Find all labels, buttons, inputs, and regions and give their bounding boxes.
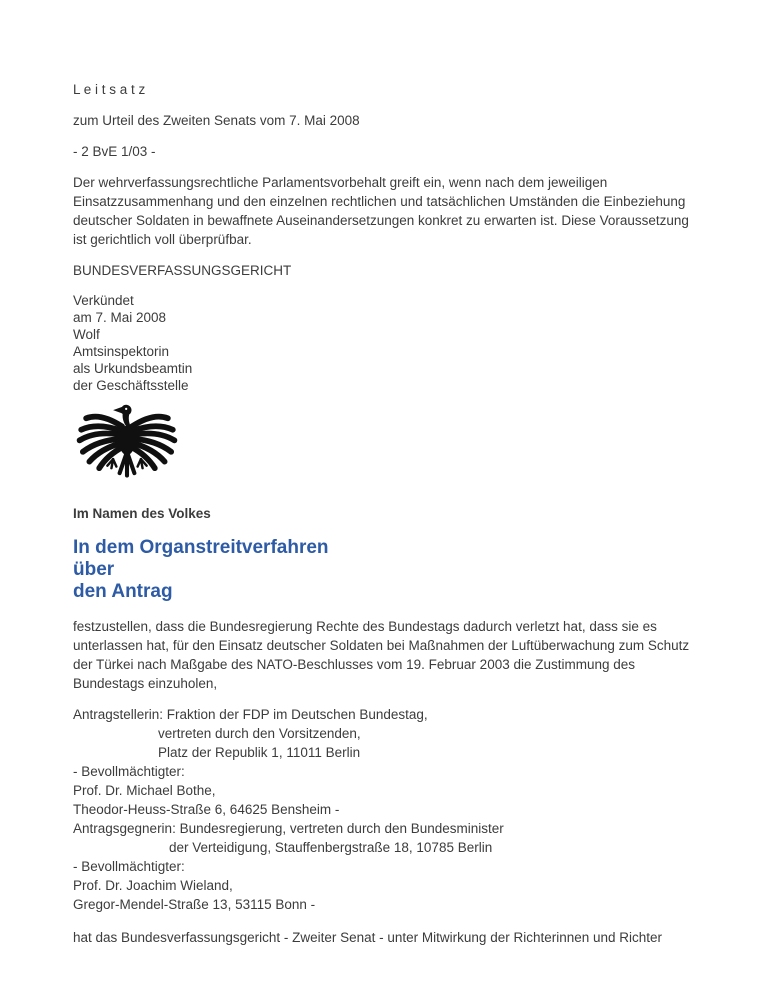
party-line-respondent: Antragsgegnerin: Bundesregierung, vertreten durch den Bundesminister bbox=[73, 821, 504, 836]
party-line-counsel-address-1: Theodor-Heuss-Straße 6, 64625 Bensheim - bbox=[73, 802, 340, 817]
announcement-line-name: Wolf bbox=[73, 327, 100, 342]
federal-eagle-icon bbox=[73, 396, 181, 488]
announcement-line-verkuendet: Verkündet bbox=[73, 293, 134, 308]
announcement-block bbox=[73, 292, 702, 394]
party-line-counsel-name-2: Prof. Dr. Joachim Wieland, bbox=[73, 878, 233, 893]
motion-paragraph: festzustellen, dass die Bundesregierung Rechte des Bundestags dadurch verletzt hat, dass sie es unterlassen hat, für den Einsatz deutscher Soldaten bei Maßnahmen der Luftüberwachung zum Schutz der Türkei nach Maßgabe des NATO-Beschlusses vom 19. Februar 2003 die Zustimmung des Bundestags einzuholen, bbox=[73, 619, 690, 691]
party-line-applicant-address: Platz der Republik 1, 11011 Berlin bbox=[158, 745, 361, 760]
im-namen-des-volkes-heading: Im Namen des Volkes bbox=[73, 506, 211, 521]
proceeding-heading-line-2: über bbox=[73, 559, 115, 580]
party-line-counsel-label-1: - Bevollmächtigter: bbox=[73, 764, 185, 779]
announcement-line-office: der Geschäftsstelle bbox=[73, 378, 189, 393]
party-line-counsel-label-2: - Bevollmächtigter: bbox=[73, 859, 185, 874]
judgment-subtitle: zum Urteil des Zweiten Senats vom 7. Mai 2008 bbox=[73, 113, 360, 128]
party-line-applicant-rep: vertreten durch den Vorsitzenden, bbox=[158, 726, 361, 741]
announcement-line-date: am 7. Mai 2008 bbox=[73, 310, 167, 325]
party-line-applicant: Antragstellerin: Fraktion der FDP im Deutschen Bundestag, bbox=[73, 707, 428, 722]
proceeding-heading-line-3: den Antrag bbox=[73, 581, 173, 602]
party-line-respondent-address: der Verteidigung, Stauffenbergstraße 18, 10785 Berlin bbox=[169, 840, 493, 855]
parties-block bbox=[73, 705, 702, 914]
court-name: BUNDESVERFASSUNGSGERICHT bbox=[73, 263, 292, 278]
proceeding-heading-line-1: In dem Organstreitverfahren bbox=[73, 537, 329, 558]
announcement-line-role: als Urkundsbeamtin bbox=[73, 361, 193, 376]
proceeding-heading-block bbox=[73, 537, 702, 603]
announcement-line-title: Amtsinspektorin bbox=[73, 344, 170, 359]
headnote-paragraph: Der wehrverfassungsrechtliche Parlamentsvorbehalt greift ein, wenn nach dem jeweiligen Einsatzzusammenhang und den einzelnen rechtlichen und tatsächlichen Umständen die Einbeziehung deutscher Soldaten in bewaffnete Auseinandersetzungen konkret zu erwarten ist. Diese Voraussetzung ist gerichtlich voll überprüfbar. bbox=[73, 175, 689, 247]
party-line-counsel-address-2: Gregor-Mendel-Straße 13, 53115 Bonn - bbox=[73, 897, 316, 912]
leitsatz-label: L e i t s a t z bbox=[73, 82, 146, 97]
case-number: - 2 BvE 1/03 - bbox=[73, 144, 156, 159]
closing-line: hat das Bundesverfassungsgericht - Zweiter Senat - unter Mitwirkung der Richterinnen und Richter bbox=[73, 930, 663, 945]
federal-eagle-svg bbox=[73, 396, 181, 488]
party-line-counsel-name-1: Prof. Dr. Michael Bothe, bbox=[73, 783, 216, 798]
